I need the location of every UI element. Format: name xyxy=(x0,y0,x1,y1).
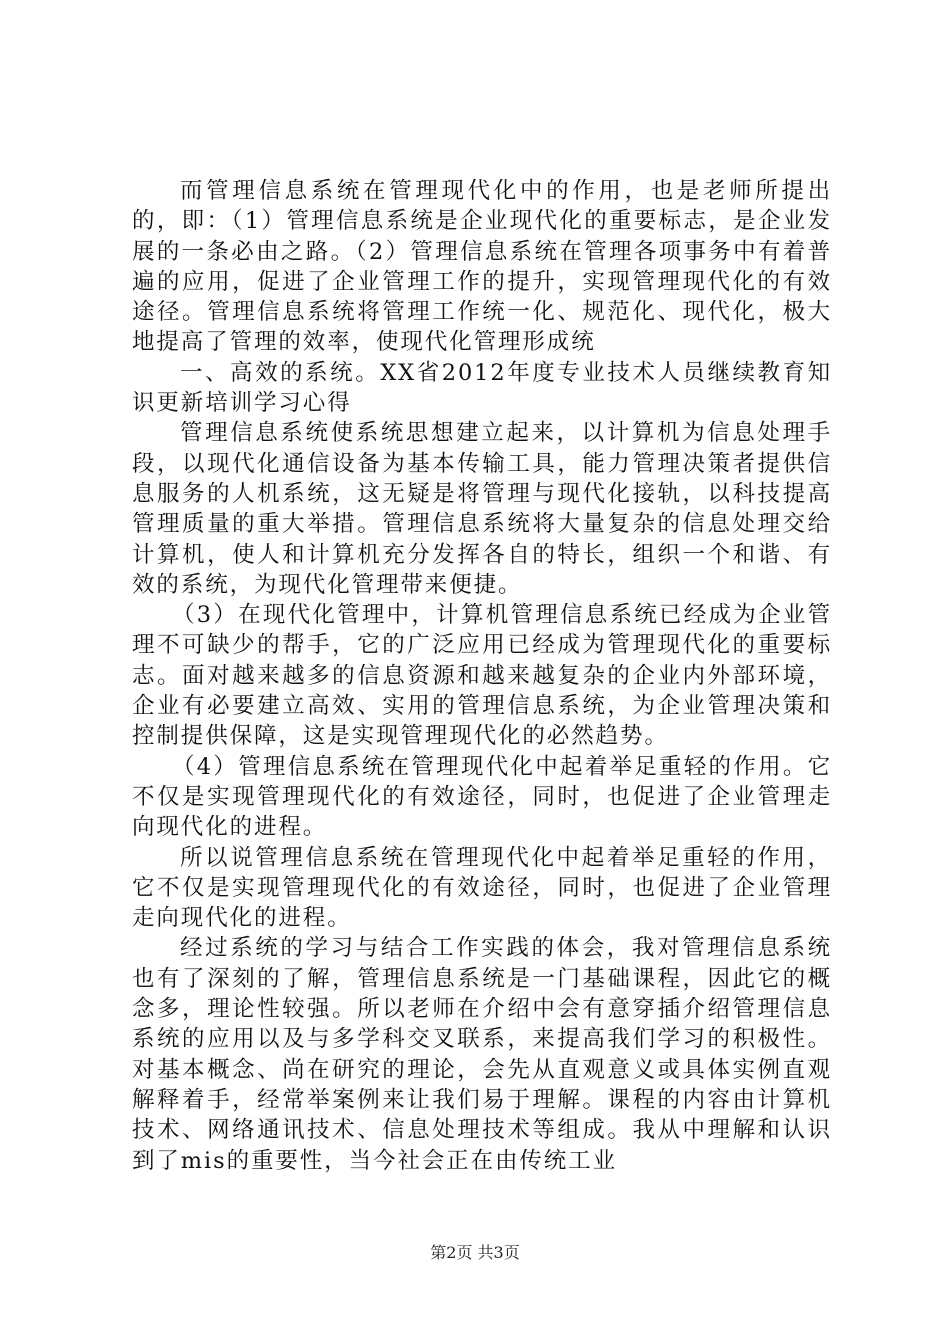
paragraph-7: 经过系统的学习与结合工作实践的体会，我对管理信息系统也有了深刻的了解，管理信息系统是一门基础课程，因此它的概念多，理论性较强。所以老师在介绍中会有意穿插介绍管理信息系统的应用以及与多学科交叉联系，来提高我们学习的积极性。对基本概念、尚在研究的理论，会先从直观意义或具体实例直观解释着手，经常举案例来让我们易于理解。课程的内容由计算机技术、网络通讯技术、信息处理技术等组成。我从中理解和认识到了mis的重要性，当今社会正在由传统工业 xyxy=(132,935,832,1174)
paragraph-4: （3）在现代化管理中，计算机管理信息系统已经成为企业管理不可缺少的帮手，它的广泛应用已经成为管理现代化的重要标志。面对越来越多的信息资源和越来越复杂的企业内外部环境，企业有必要建立高效、实用的管理信息系统，为企业管理决策和控制提供保障，这是实现管理现代化的必然趋势。 xyxy=(132,602,832,750)
paragraph-2: 一、高效的系统。XX省2012年度专业技术人员继续教育知识更新培训学习心得 xyxy=(132,359,832,417)
paragraph-6: 所以说管理信息系统在管理现代化中起着举足重轻的作用，它不仅是实现管理现代化的有效途径，同时，也促进了企业管理走向现代化的进程。 xyxy=(132,844,832,932)
document-body xyxy=(132,176,832,1176)
paragraph-1: 而管理信息系统在管理现代化中的作用，也是老师所提出的，即：（1）管理信息系统是企业现代化的重要标志，是企业发展的一条必由之路。（2）管理信息系统在管理各项事务中有着普遍的应用，促进了企业管理工作的提升，实现管理现代化的有效途径。管理信息系统将管理工作统一化、规范化、现代化，极大地提高了管理的效率，使现代化管理形成统 xyxy=(132,178,832,356)
paragraph-3: 管理信息系统使系统思想建立起来，以计算机为信息处理手段，以现代化通信设备为基本传输工具，能力管理决策者提供信息服务的人机系统，这无疑是将管理与现代化接轨，以科技提高管理质量的重大举措。管理信息系统将大量复杂的信息处理交给计算机，使人和计算机充分发挥各自的特长，组织一个和谐、有效的系统，为现代化管理带来便捷。 xyxy=(132,420,832,598)
paragraph-5: （4）管理信息系统在管理现代化中起着举足重轻的作用。它不仅是实现管理现代化的有效途径，同时，也促进了企业管理走向现代化的进程。 xyxy=(132,753,832,841)
page-number-footer: 第2页 共3页 xyxy=(430,1243,520,1262)
